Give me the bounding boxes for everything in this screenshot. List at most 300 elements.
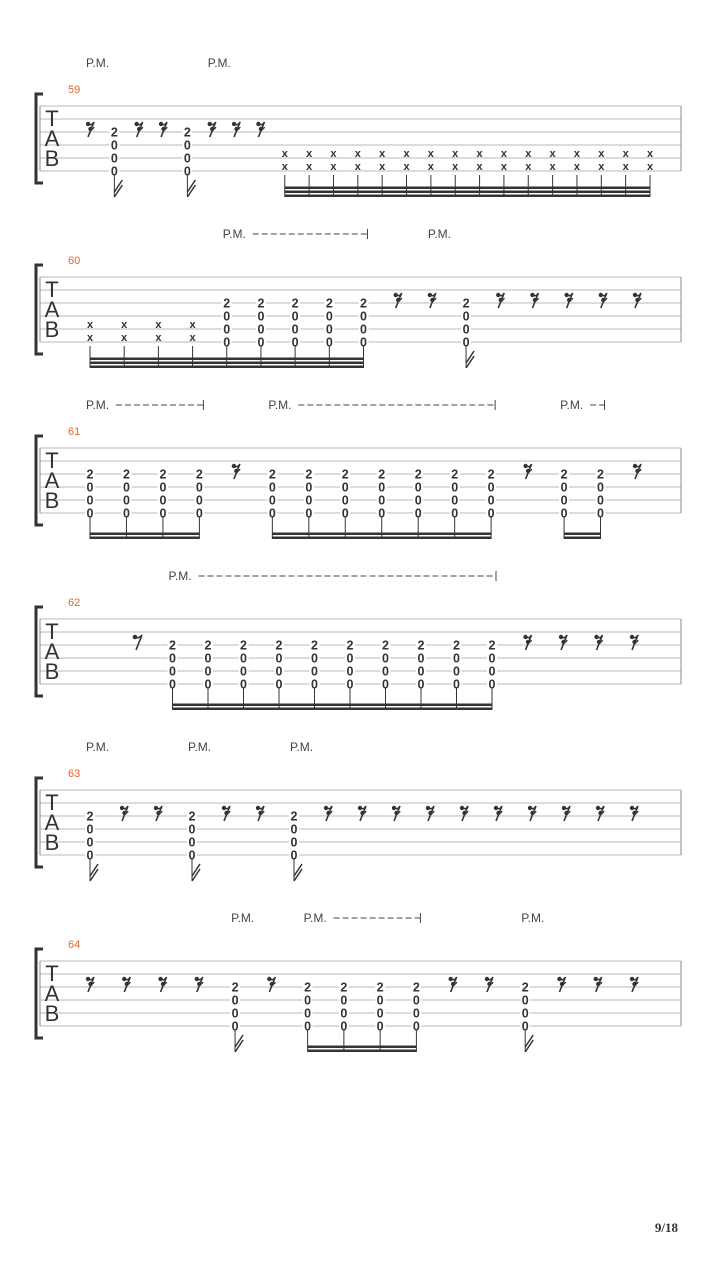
fret-number: 2	[183, 125, 191, 140]
dead-note-mark: x	[598, 148, 605, 160]
dead-note-mark: x	[452, 148, 459, 160]
fret-number: 0	[110, 138, 118, 153]
dead-note-mark: x	[354, 148, 361, 160]
tab-system	[36, 56, 681, 197]
rest-dot	[633, 464, 637, 468]
fret-number: 0	[169, 664, 176, 679]
tab-system	[36, 569, 681, 710]
fret-number: 0	[231, 1006, 239, 1021]
tab-clef-letter: B	[44, 317, 60, 342]
rest-dot	[594, 977, 598, 981]
fret-number: 0	[86, 848, 94, 863]
fret-number: 0	[412, 993, 420, 1008]
rest-dot	[86, 122, 90, 126]
dead-note-mark: x	[476, 148, 483, 160]
measure-number: 62	[68, 597, 81, 609]
fret-number: 0	[521, 1006, 529, 1021]
fret-number: 0	[325, 335, 333, 350]
dead-note-mark: x	[86, 319, 94, 331]
fret-number: 2	[412, 980, 420, 995]
fret-number: 0	[159, 480, 167, 495]
dead-note-mark: x	[121, 319, 128, 331]
fret-number: 0	[195, 493, 203, 508]
palm-mute-label: P.M.	[207, 56, 231, 70]
fret-number: 2	[159, 467, 167, 482]
rest-dot	[633, 293, 637, 297]
page-number: 9/18	[654, 1220, 678, 1235]
fret-number: 0	[275, 651, 283, 666]
fret-number: 0	[169, 677, 176, 692]
fret-number: 0	[311, 651, 318, 666]
fret-number: 0	[311, 677, 318, 692]
note-beam	[308, 1050, 417, 1053]
fret-number: 0	[376, 1019, 384, 1034]
rest-dot	[392, 806, 396, 810]
fret-number: 2	[86, 809, 94, 824]
dead-note-mark: x	[427, 148, 434, 160]
fret-number: 0	[86, 835, 94, 850]
palm-mute-label: P.M.	[427, 227, 451, 241]
fret-number: 0	[290, 848, 298, 863]
rest-dot	[559, 635, 563, 639]
rest-dot	[564, 293, 568, 297]
fret-number: 0	[268, 480, 276, 495]
fret-number: 0	[341, 480, 349, 495]
palm-mute-label: P.M.	[86, 398, 110, 412]
dead-note-mark: x	[500, 161, 507, 173]
fret-number: 0	[488, 664, 496, 679]
fret-number: 2	[462, 296, 470, 311]
dead-note-mark: x	[500, 148, 507, 160]
rest-dot	[599, 293, 603, 297]
dead-note-mark: x	[403, 148, 410, 160]
palm-mute-label: P.M.	[290, 740, 314, 754]
dead-note-mark: x	[549, 161, 556, 173]
fret-number: 0	[290, 835, 298, 850]
rest-dot	[256, 122, 260, 126]
fret-number: 0	[414, 493, 422, 508]
rest-dot	[86, 977, 90, 981]
measure-number: 64	[68, 939, 81, 951]
dead-note-mark: x	[330, 161, 337, 173]
fret-number: 0	[597, 493, 605, 508]
rest-dot	[460, 806, 464, 810]
fret-number: 2	[521, 980, 529, 995]
fret-number: 0	[414, 480, 422, 495]
tab-clef-letter: T	[45, 961, 59, 986]
note-beam	[272, 533, 491, 536]
tab-clef-letter: T	[45, 448, 59, 473]
fret-number: 0	[360, 335, 367, 350]
tab-system	[36, 398, 681, 539]
tab-clef-letter: T	[45, 277, 59, 302]
fret-number: 0	[240, 651, 247, 666]
fret-number: 0	[204, 677, 212, 692]
fret-number: 0	[159, 493, 167, 508]
fret-number: 0	[597, 506, 605, 521]
rest-dot	[195, 977, 199, 981]
rest-dot	[530, 293, 534, 297]
fret-number: 0	[223, 309, 231, 324]
tab-clef-letter: T	[45, 106, 59, 131]
fret-number: 0	[382, 677, 389, 692]
measure-number: 59	[68, 84, 81, 96]
fret-number: 2	[378, 467, 386, 482]
fret-number: 2	[488, 638, 496, 653]
fret-number: 0	[183, 151, 191, 166]
fret-number: 0	[169, 651, 176, 666]
rest-dot	[154, 806, 158, 810]
note-beam	[90, 366, 364, 369]
fret-number: 2	[382, 638, 389, 653]
fret-number: 0	[223, 322, 231, 337]
fret-number: 0	[378, 480, 386, 495]
fret-number: 0	[382, 651, 389, 666]
fret-number: 0	[122, 480, 130, 495]
rest-dot	[267, 977, 271, 981]
rest-dot	[594, 635, 598, 639]
fret-number: 0	[188, 835, 196, 850]
fret-number: 0	[195, 480, 203, 495]
fret-number: 0	[376, 993, 384, 1008]
dead-note-mark: x	[306, 148, 313, 160]
tab-clef-letter: B	[44, 1001, 60, 1026]
fret-number: 0	[291, 322, 299, 337]
rest-dot	[485, 977, 489, 981]
fret-number: 0	[451, 506, 459, 521]
fret-number: 0	[462, 322, 470, 337]
dead-note-mark: x	[121, 332, 128, 344]
rest-dot	[428, 293, 432, 297]
dead-note-mark: x	[476, 161, 483, 173]
fret-number: 0	[122, 506, 130, 521]
fret-number: 2	[291, 296, 299, 311]
fret-number: 0	[183, 138, 191, 153]
fret-number: 0	[231, 1019, 239, 1034]
fret-number: 2	[86, 467, 94, 482]
fret-number: 0	[488, 677, 496, 692]
dead-note-mark: x	[573, 161, 581, 173]
fret-number: 0	[110, 151, 118, 166]
fret-number: 2	[417, 638, 425, 653]
palm-mute-label: P.M.	[86, 56, 110, 70]
fret-number: 0	[346, 664, 354, 679]
note-beam	[285, 191, 650, 194]
fret-number: 0	[341, 493, 349, 508]
fret-number: 0	[360, 309, 367, 324]
tab-system	[36, 740, 681, 881]
fret-number: 0	[451, 480, 459, 495]
dead-note-mark: x	[452, 161, 459, 173]
rest-dot	[393, 293, 397, 297]
fret-number: 0	[340, 993, 348, 1008]
rest-dot	[158, 977, 162, 981]
fret-number: 0	[305, 493, 313, 508]
fret-number: 0	[346, 651, 354, 666]
fret-number: 2	[122, 467, 130, 482]
rest-dot	[426, 806, 430, 810]
note-beam	[90, 537, 199, 540]
fret-number: 2	[597, 467, 605, 482]
fret-number: 2	[223, 296, 231, 311]
palm-mute-label: P.M.	[303, 911, 327, 925]
fret-number: 2	[346, 638, 354, 653]
tab-system	[36, 911, 681, 1052]
dead-note-mark: x	[622, 161, 629, 173]
dead-note-mark: x	[281, 161, 288, 173]
measure-number: 60	[68, 255, 81, 267]
fret-number: 0	[86, 822, 94, 837]
fret-number: 0	[414, 506, 422, 521]
measure-number: 61	[68, 426, 81, 438]
fret-number: 0	[188, 822, 196, 837]
fret-number: 2	[304, 980, 312, 995]
fret-number: 2	[560, 467, 568, 482]
rest-dot	[528, 806, 532, 810]
fret-number: 0	[223, 335, 231, 350]
dead-note-mark: x	[525, 161, 532, 173]
fret-number: 0	[462, 309, 470, 324]
fret-number: 0	[240, 664, 247, 679]
fret-number: 0	[462, 335, 470, 350]
fret-number: 0	[159, 506, 167, 521]
rest-dot	[630, 977, 634, 981]
rest-dot	[324, 806, 328, 810]
tab-clef-letter: A	[44, 468, 60, 493]
note-beam	[173, 708, 493, 711]
rest-dot	[120, 806, 124, 810]
fret-number: 0	[451, 493, 459, 508]
fret-number: 0	[341, 506, 349, 521]
rest-dot	[523, 464, 527, 468]
fret-number: 2	[110, 125, 118, 140]
fret-number: 0	[188, 848, 196, 863]
fret-number: 0	[382, 664, 389, 679]
rest-dot	[134, 122, 138, 126]
tab-clef-letter: T	[45, 790, 59, 815]
dead-note-mark: x	[354, 161, 361, 173]
measure-number: 63	[68, 768, 81, 780]
fret-number: 0	[305, 480, 313, 495]
fret-number: 0	[122, 493, 130, 508]
fret-number: 0	[597, 480, 605, 495]
fret-number: 0	[560, 493, 568, 508]
note-beam	[173, 704, 493, 707]
dead-note-mark: x	[646, 148, 654, 160]
note-beam	[285, 187, 650, 190]
dead-note-mark: x	[403, 161, 410, 173]
note-beam	[90, 533, 199, 536]
fret-number: 2	[268, 467, 276, 482]
fret-number: 0	[378, 506, 386, 521]
dead-note-mark: x	[598, 161, 605, 173]
tab-clef-letter: A	[44, 297, 60, 322]
rest-dot	[159, 122, 163, 126]
fret-number: 0	[340, 1006, 348, 1021]
fret-number: 0	[311, 664, 318, 679]
fret-number: 0	[86, 506, 94, 521]
dead-note-mark: x	[525, 148, 532, 160]
fret-number: 0	[360, 322, 367, 337]
palm-mute-label: P.M.	[521, 911, 545, 925]
fret-number: 0	[86, 480, 94, 495]
rest-dot	[523, 635, 527, 639]
fret-number: 0	[183, 164, 191, 179]
dead-note-mark: x	[155, 319, 162, 331]
fret-number: 0	[268, 506, 276, 521]
note-beam	[308, 1046, 417, 1049]
fret-number: 2	[453, 638, 460, 653]
dead-note-mark: x	[330, 148, 337, 160]
fret-number: 2	[195, 467, 203, 482]
dead-note-mark: x	[573, 148, 581, 160]
fret-number: 0	[257, 322, 265, 337]
dead-note-mark: x	[379, 148, 386, 160]
tab-clef-letter: A	[44, 639, 60, 664]
fret-number: 0	[521, 993, 529, 1008]
fret-number: 0	[257, 335, 265, 350]
fret-number: 0	[291, 335, 299, 350]
tab-clef-letter: B	[44, 146, 60, 171]
fret-number: 2	[257, 296, 265, 311]
fret-number: 2	[360, 296, 367, 311]
rest-dot	[232, 122, 236, 126]
fret-number: 0	[346, 677, 354, 692]
rest-dot	[222, 806, 226, 810]
dead-note-mark: x	[306, 161, 313, 173]
fret-number: 2	[275, 638, 283, 653]
fret-number: 0	[110, 164, 118, 179]
tab-clef-letter: B	[44, 830, 60, 855]
rest-dot	[133, 635, 138, 640]
fret-number: 0	[521, 1019, 529, 1034]
fret-number: 2	[414, 467, 422, 482]
fret-number: 2	[376, 980, 384, 995]
palm-mute-label: P.M.	[222, 227, 246, 241]
fret-number: 2	[451, 467, 459, 482]
palm-mute-label: P.M.	[268, 398, 292, 412]
tab-system	[36, 227, 681, 368]
rest-dot	[208, 122, 212, 126]
fret-number: 0	[453, 664, 460, 679]
fret-number: 0	[453, 677, 460, 692]
fret-number: 0	[412, 1019, 420, 1034]
fret-number: 2	[311, 638, 318, 653]
note-beam	[564, 537, 600, 540]
fret-number: 0	[204, 664, 212, 679]
fret-number: 0	[257, 309, 265, 324]
dead-note-mark: x	[379, 161, 386, 173]
dead-note-mark: x	[427, 161, 434, 173]
fret-number: 0	[304, 1019, 312, 1034]
fret-number: 0	[240, 677, 247, 692]
note-beam	[90, 362, 364, 365]
tab-clef-letter: B	[44, 488, 60, 513]
fret-number: 0	[291, 309, 299, 324]
fret-number: 2	[341, 467, 349, 482]
dead-note-mark: x	[281, 148, 288, 160]
dead-note-mark: x	[189, 332, 196, 344]
fret-number: 2	[169, 638, 176, 653]
palm-mute-label: P.M.	[86, 740, 110, 754]
fret-number: 2	[487, 467, 495, 482]
rest-dot	[562, 806, 566, 810]
dead-note-mark: x	[155, 332, 162, 344]
fret-number: 0	[417, 664, 425, 679]
fret-number: 0	[487, 493, 495, 508]
rest-dot	[358, 806, 362, 810]
fret-number: 2	[325, 296, 333, 311]
note-beam	[272, 537, 491, 540]
fret-number: 0	[412, 1006, 420, 1021]
tab-clef-letter: A	[44, 126, 60, 151]
fret-number: 0	[560, 506, 568, 521]
rest-dot	[496, 293, 500, 297]
fret-number: 2	[188, 809, 196, 824]
fret-number: 0	[204, 651, 212, 666]
fret-number: 0	[487, 506, 495, 521]
tab-clef-letter: T	[45, 619, 59, 644]
rest-dot	[494, 806, 498, 810]
tab-clef-letter: B	[44, 659, 60, 684]
fret-number: 0	[376, 1006, 384, 1021]
fret-number: 0	[378, 493, 386, 508]
dead-note-mark: x	[622, 148, 629, 160]
tab-clef-letter: A	[44, 810, 60, 835]
fret-number: 0	[304, 1006, 312, 1021]
dead-note-mark: x	[646, 161, 654, 173]
fret-number: 0	[86, 493, 94, 508]
fret-number: 0	[195, 506, 203, 521]
fret-number: 2	[305, 467, 313, 482]
fret-number: 0	[305, 506, 313, 521]
rest-dot	[232, 464, 236, 468]
fret-number: 0	[417, 651, 425, 666]
fret-number: 0	[275, 677, 283, 692]
rest-dot	[630, 806, 634, 810]
palm-mute-label: P.M.	[168, 569, 192, 583]
fret-number: 0	[231, 993, 239, 1008]
tab-clef-letter: A	[44, 981, 60, 1006]
fret-number: 2	[204, 638, 212, 653]
fret-number: 2	[231, 980, 239, 995]
fret-number: 2	[240, 638, 247, 653]
fret-number: 0	[488, 651, 496, 666]
palm-mute-label: P.M.	[560, 398, 584, 412]
fret-number: 0	[453, 651, 460, 666]
note-beam	[285, 195, 650, 198]
rest-dot	[256, 806, 260, 810]
fret-number: 0	[487, 480, 495, 495]
palm-mute-label: P.M.	[188, 740, 212, 754]
fret-number: 0	[325, 322, 333, 337]
fret-number: 0	[560, 480, 568, 495]
dead-note-mark: x	[549, 148, 556, 160]
dead-note-mark: x	[189, 319, 196, 331]
dead-note-mark: x	[86, 332, 94, 344]
fret-number: 0	[325, 309, 333, 324]
rest-dot	[557, 977, 561, 981]
rest-dot	[630, 635, 634, 639]
rest-dot	[448, 977, 452, 981]
fret-number: 0	[417, 677, 425, 692]
fret-number: 2	[340, 980, 348, 995]
fret-number: 0	[268, 493, 276, 508]
note-beam	[564, 533, 600, 536]
note-beam	[90, 358, 364, 361]
fret-number: 0	[290, 822, 298, 837]
fret-number: 2	[290, 809, 298, 824]
